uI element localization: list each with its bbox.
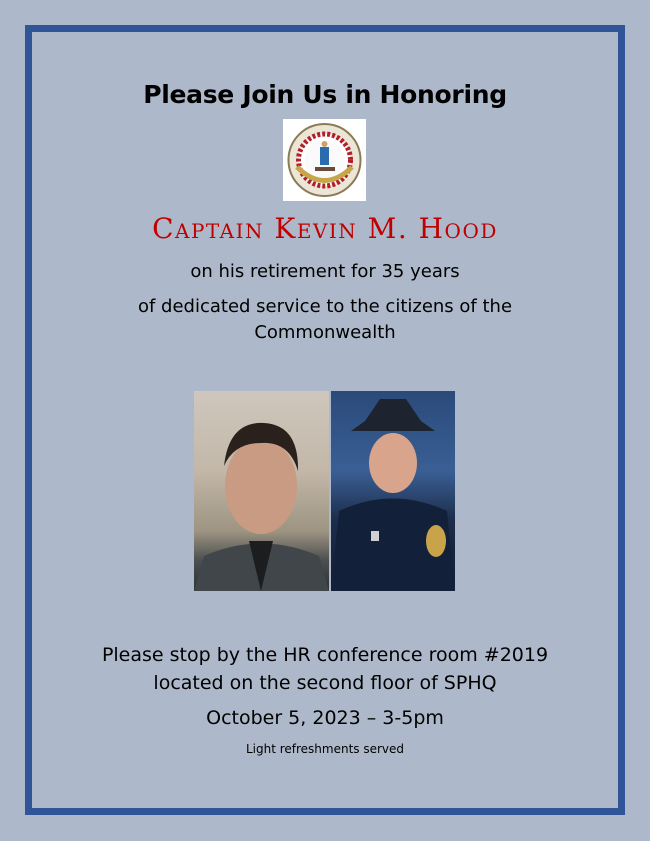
refreshments-note: Light refreshments served [245,742,405,756]
heading: Please Join Us in Honoring [143,80,507,109]
location-line-2: located on the second floor of SPHQ [153,672,497,694]
portrait-photo-recent [194,391,329,591]
retirement-line-1: on his retirement for 35 years [190,261,460,282]
honoree-name: Captain Kevin M. Hood [152,212,498,245]
location-line-1: Please stop by the HR conference room #2019 [101,644,549,666]
retirement-line-3: Commonwealth [254,322,396,343]
virginia-state-police-seal [283,119,366,201]
portrait-photo-trooper [331,391,455,591]
event-date-time: October 5, 2023 – 3-5pm [206,707,444,729]
retirement-line-2: of dedicated service to the citizens of the [137,296,513,317]
